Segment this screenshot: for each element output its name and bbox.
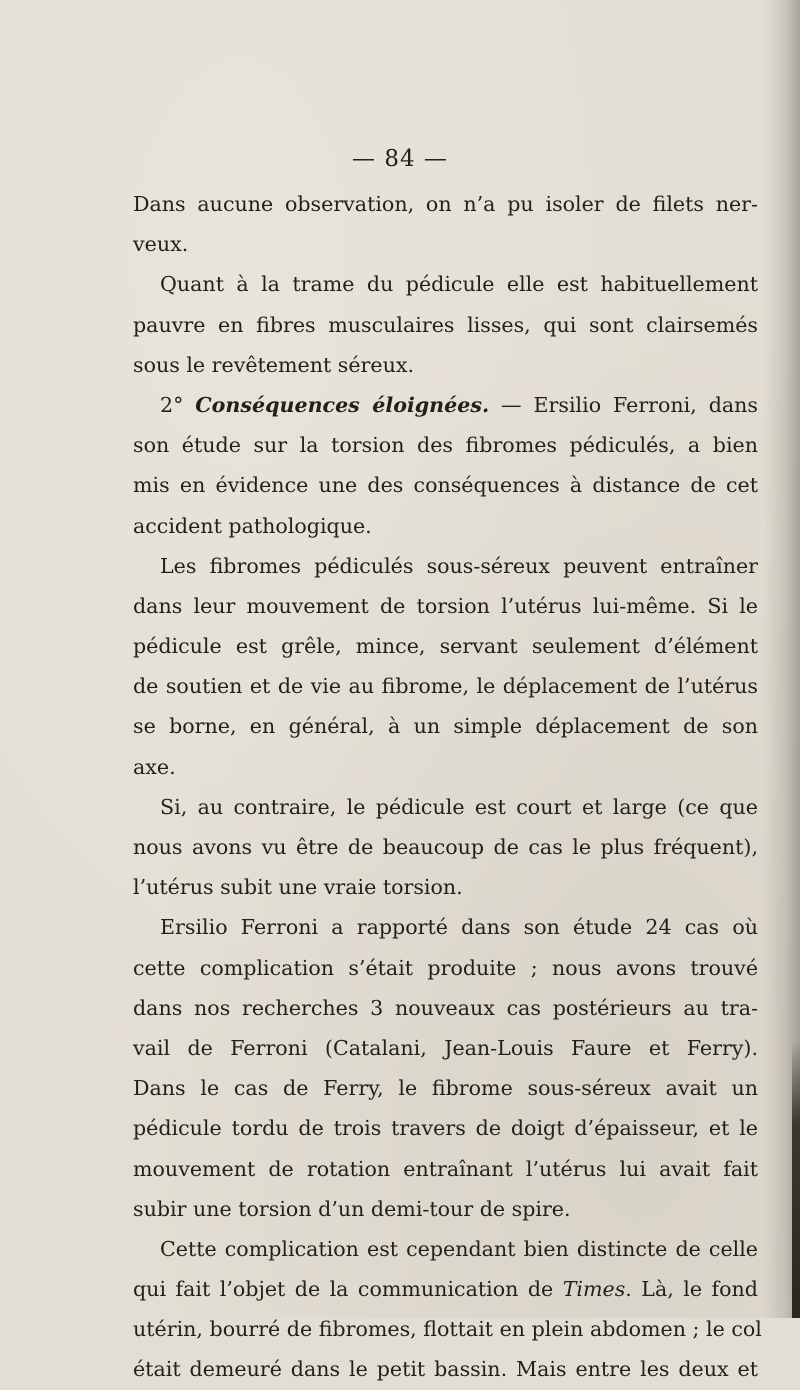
page-number: — 84 — — [352, 146, 448, 172]
text-line: Ersilio Ferroni a rapporté dans son étude 24 cas où — [160, 915, 758, 940]
text-line: Si, au contraire, le pédicule est court et large (ce que — [160, 794, 758, 819]
text-line: Dans aucune observation, on n’a pu isoler de filets ner- — [133, 192, 758, 216]
section-heading-continuation: — Ersilio Ferroni, dans — [489, 392, 758, 417]
text-line: cette complication s’était produite ; nous avons trouvé — [133, 955, 758, 980]
text-line: était demeuré dans le petit bassin. Mais entre les deux et — [133, 1357, 758, 1382]
text-line: de soutien et de vie au fibrome, le déplacement de l’utérus — [133, 674, 758, 699]
section-heading-line — [133, 385, 758, 425]
text-line: dans leur mouvement de torsion l’utérus lui-même. Si le — [133, 593, 758, 618]
text-line: Les fibromes pédiculés sous-séreux peuvent entraîner — [160, 553, 758, 578]
text-line: mouvement de rotation entraînant l’utérus lui avait fait — [133, 1156, 758, 1181]
text-line: utérin, bourré de fibromes, flottait en plein abdomen ; le col — [133, 1317, 762, 1342]
text-line: pauvre en fibres musculaires lisses, qui sont clairsemés — [133, 312, 758, 337]
text-line: son étude sur la torsion des fibromes pédiculés, a bien — [133, 433, 758, 458]
text-line: veux. — [133, 232, 189, 257]
text-line: Dans le cas de Ferry, le fibrome sous-séreux avait un — [133, 1076, 758, 1101]
text-line: subir une torsion d’un demi-tour de spire. — [133, 1196, 571, 1221]
text-line: Cette complication est cependant bien distincte de celle — [160, 1236, 758, 1261]
binding-edge — [792, 1040, 800, 1318]
text-line: pédicule est grêle, mince, servant seulement d’élément — [133, 634, 758, 659]
text-line: Quant à la trame du pédicule elle est habituellement — [160, 272, 758, 297]
text-line: vail de Ferroni (Catalani, Jean-Louis Faure et Ferry). — [133, 1035, 758, 1060]
text-line: pédicule tordu de trois travers de doigt d’épaisseur, et le — [133, 1116, 758, 1141]
text-line: mis en évidence une des conséquences à distance de cet — [133, 473, 758, 498]
section-heading: Conséquences éloignées. — [195, 392, 490, 417]
text-line: dans nos recherches 3 nouveaux cas postérieurs au tra- — [133, 995, 758, 1020]
text-line: nous avons vu être de beaucoup de cas le plus fréquent), — [133, 835, 758, 859]
text-line: l’utérus subit une vraie torsion. — [133, 875, 463, 900]
text-line: accident pathologique. — [133, 513, 372, 538]
body-text — [133, 184, 762, 1390]
text-segment: . Là, le fond — [625, 1277, 758, 1302]
section-number: 2° — [160, 392, 196, 417]
text-line: se borne, en général, à un simple déplacement de son — [133, 714, 758, 739]
text-line: axe. — [133, 754, 176, 779]
text-segment: qui fait l’objet de la communication de — [133, 1277, 563, 1302]
italic-title: Times — [562, 1277, 626, 1302]
text-line: sous le revêtement séreux. — [133, 352, 414, 377]
text-line-with-italic — [133, 1269, 758, 1309]
